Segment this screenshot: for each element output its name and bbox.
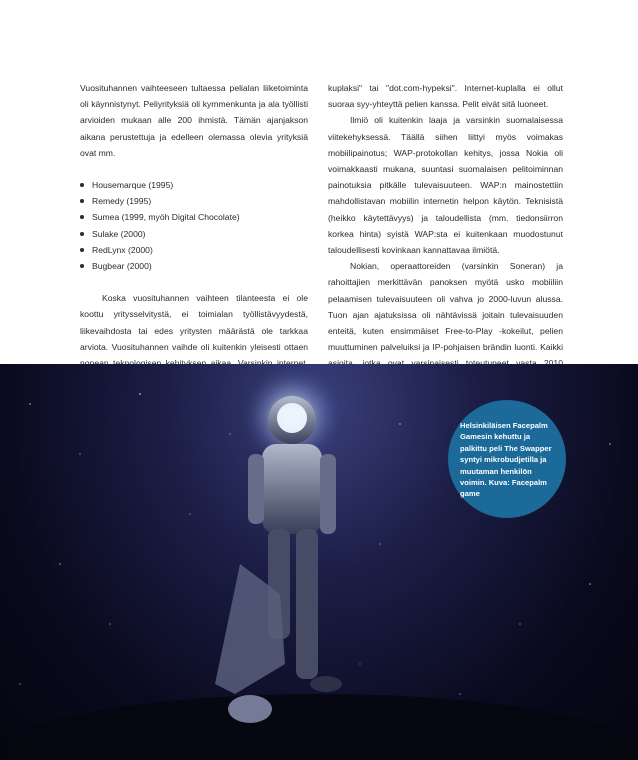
astronaut-photo	[0, 364, 638, 760]
right-paragraph-3: Nokian, operaattoreiden (varsinkin Soneran) ja rahoittajien merkittävän panoksen myötä usko mobiiliin pelaamisen tulevaisuuteen oli vahva jo 2000-luvun alussa. Tuon ajan ajatuksissa oli nähtävissä joitain tulevaisuuden enteitä, kuten ensimmäiset Free-to-Play -kokeilut, pelien muuttuminen palveluiksi ja IP-pohjaisen brändin luonti. Kaikki	[328, 261, 563, 353]
list-item: Remedy (1995)	[80, 193, 308, 209]
photo-caption-badge	[448, 400, 566, 518]
right-paragraph-1: kuplaksi" tai "dot.com-hypeksi". Internet-kuplalla ei ollut suoraa syy-yhteyttä pelien kanssa. Pelit eivät sitä luoneet.	[328, 83, 563, 110]
right-column	[328, 80, 563, 388]
left-paragraph-2: Koska vuosituhannen vaihteen tilanteesta ei ole koottu yritysselvitystä, ei toimialan työllistävyydestä, liikevaihdosta tai edes yritysten määrästä ole tarkkaa arviota. Vuosituhannen vaihde oli kuitenkin yleisesti ottaen	[80, 293, 308, 352]
list-item: Bugbear (2000)	[80, 258, 308, 274]
left-paragraph-1: Vuosituhannen vaihteeseen tultaessa pelialan liiketoiminta oli käynnistynyt. Peliyrityksiä oli kymmenkunta ja ala työllisti arvioiden mukaan alle 200 ihmistä. Tämän ajanjakson aikana perustettuja ja edelleen olemassa olevia yrityksiä ovat mm.	[80, 83, 308, 158]
article-text	[0, 0, 638, 360]
studio-list	[80, 177, 308, 274]
list-item: Sumea (1999, myöh Digital Chocolate)	[80, 209, 308, 225]
photo-caption: Helsinkiläisen Facepalm Gamesin kehuttu ja palkittu peli The Swapper syntyi mikrobudjetilla ja muutaman henkilön voimin. Kuva: Facepalm game	[460, 421, 552, 499]
right-paragraph-2: Ilmiö oli kuitenkin laaja ja varsinkin suomalaisessa viitekehyksessä. Täällä siihen liittyi myös voimakas mobiilipainotus; WAP-protokollan kehitys, jossa Nokia oli voimakkaasti mukana, suuntasi suomalaisen pelitoiminnan painotuksia pitkälle tulevaisuuteen. WAP:n mainostettiin mahdollistavan mobiilin internetin helpon käytön. Teknisistä (heikko käytettävyys) ja taloudellista (mm. tiedonsiirron korkea hinta) syistä WAP:sta ei kuitenkaan muodostunut taloudellisesti kovinkaan kannattavaa ilmiötä.	[328, 115, 563, 256]
list-item: Housemarque (1995)	[80, 177, 308, 193]
list-item: RedLynx (2000)	[80, 242, 308, 258]
list-item: Sulake (2000)	[80, 226, 308, 242]
